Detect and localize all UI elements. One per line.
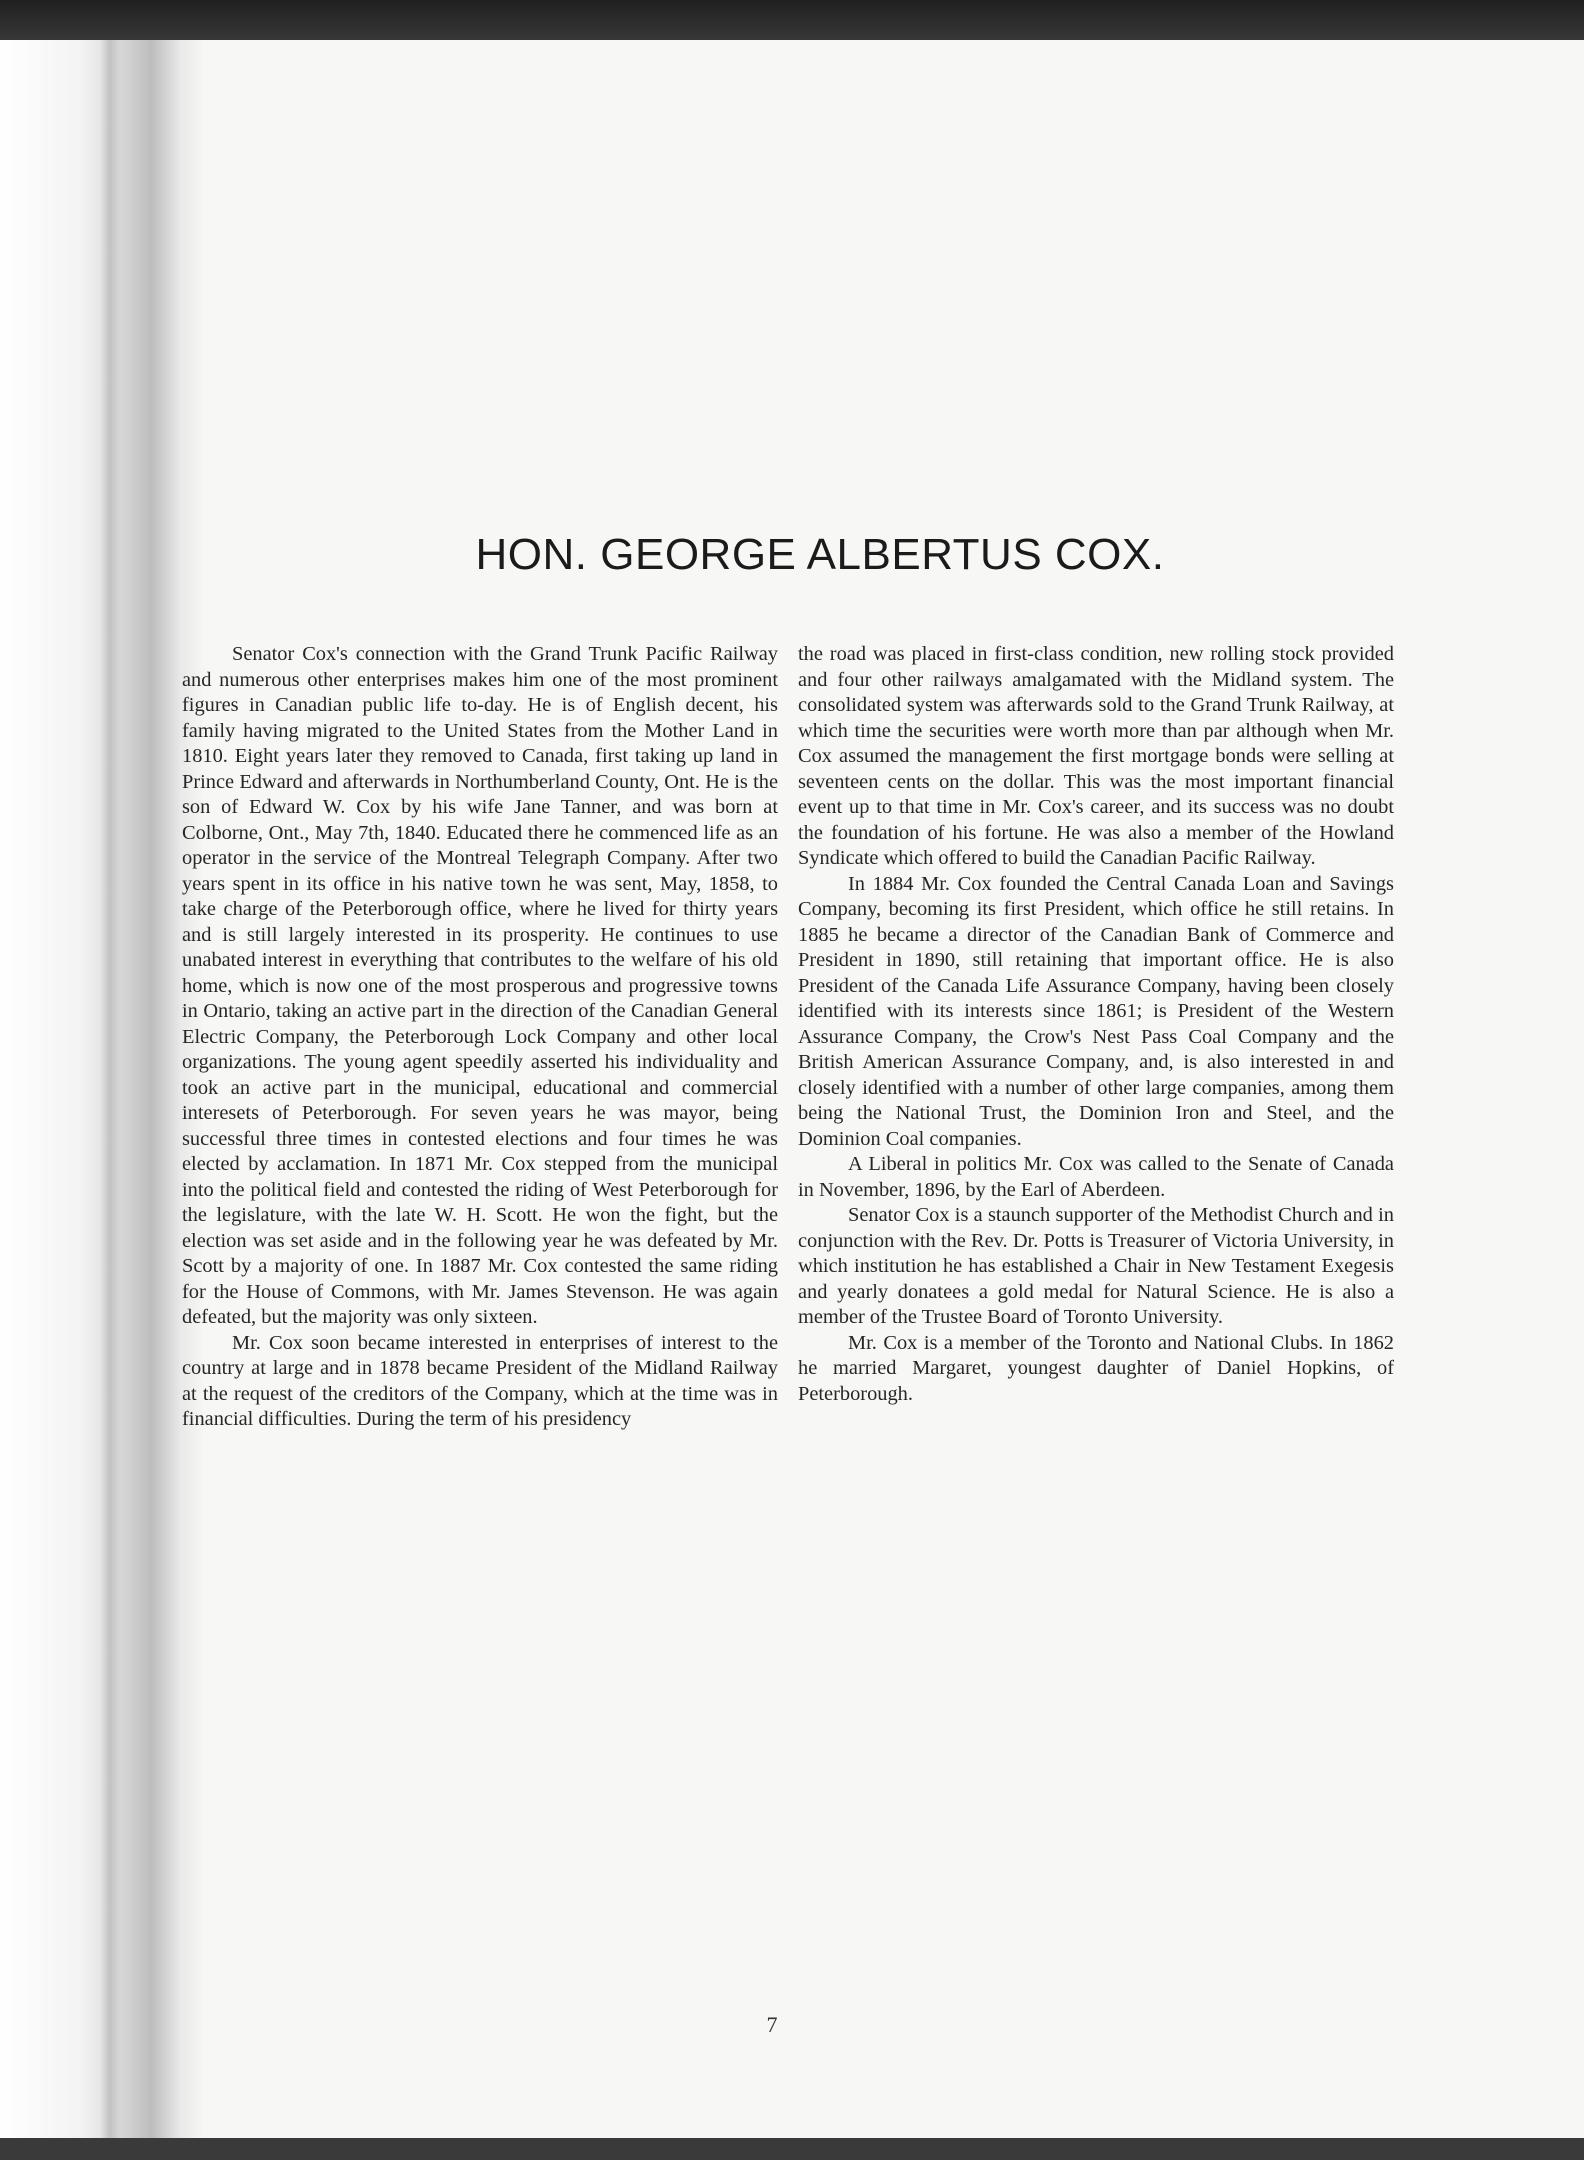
scan-bottom-edge — [0, 2138, 1584, 2160]
paragraph-biography-early-life: Senator Cox's connection with the Grand Trunk Pacific Railway and numerous other enterprises makes him one of the most prominent figures in Canadian public life to-day. He is of English decent, his family having migrated to the United States from the Mother Land in 1810. Eight years later they removed to Canada, first taking up land in Prince Edward and afterwards in Northumberland County, Ont. He is the son of Edward W. Cox by his wife Jane Tanner, and was born at Colborne, Ont., May 7th, 1840. Educated there he commenced life as an operator in the service of the Montreal Telegraph Company. After two years spent in its office in his native town he was sent, May, 1858, to take charge of the Peterborough office, where he lived for thirty years and is still largely interested in its prosperity. He continues to use unabated interest in everything that contributes to the welfare of his old home, which is now one of the most prosperous and progressive towns in Ontario, taking an active part in the direction of the Canadian General Electric Company, the Peterborough Lock Company and other local organizations. The young agent speedily asserted his individuality and took an active part in the municipal, educational and commercial interesets of Peterborough. For seven years he was mayor, being successful three times in contested elections and four times he was elected by acclamation. In 1871 Mr. Cox stepped from the municipal into the political field and contested the riding of West Peterborough for the legislature, with the late W. H. Scott. He won the fight, but the election was set aside and in the following year he was defeated by Mr. Scott by a majority of one. In 1887 Mr. Cox contested the same riding for the House of Commons, with Mr. James Stevenson. He was again defeated, but the majority was only sixteen. — [182, 643, 778, 1328]
paragraph-clubs-and-marriage: Mr. Cox is a member of the Toronto and National Clubs. In 1862 he married Margaret, youngest daughter of Daniel Hopkins, of Peterborough. — [798, 1331, 1394, 1405]
left-text-column — [182, 642, 778, 1433]
paragraph-midland-railway-continued: the road was placed in first-class condition, new rolling stock provided and four other railways amalgamated with the Midland system. The consolidated system was afterwards sold to the Grand Trunk Railway, at which time the securities were worth more than par although when Mr. Cox assumed the management the first mortgage bonds were selling at seventeen cents on the dollar. This was the most important financial event up to that time in Mr. Cox's career, and its success was no doubt the foundation of his fortune. He was also a member of the Howland Syndicate which offered to build the Canadian Pacific Railway. — [798, 643, 1394, 869]
right-text-column — [798, 642, 1394, 1407]
paragraph-senate-appointment: A Liberal in politics Mr. Cox was called to the Senate of Canada in November, 1896, by the Earl of Aberdeen. — [798, 1153, 1394, 1201]
paragraph-financial-institutions: In 1884 Mr. Cox founded the Central Canada Loan and Savings Company, becoming its first President, which office he still retains. In 1885 he became a director of the Canadian Bank of Commerce and President in 1890, still retaining that important office. He is also President of the Canada Life Assurance Company, having been closely identified with its interests since 1861; is President of the Western Assurance Company, the Crow's Nest Pass Coal Company and the British American Assurance Company, and, is also interested in and closely identified with a number of other large companies, among them being the National Trust, the Dominion Iron and Steel, and the Dominion Coal companies. — [798, 872, 1394, 1150]
paragraph-methodist-church: Senator Cox is a staunch supporter of the Methodist Church and in conjunction with the Rev. Dr. Potts is Treasurer of Victoria University, in which institution he has established a Chair in New Testament Exegesis and yearly donatees a gold medal for Natural Science. He is also a member of the Trustee Board of Toronto University. — [798, 1204, 1394, 1328]
article-title: HON. GEORGE ALBERTUS COX. — [475, 530, 1165, 579]
page-number: 7 — [766, 2012, 778, 2037]
page-fold-line — [100, 40, 120, 2140]
paragraph-midland-railway: Mr. Cox soon became interested in enterprises of interest to the country at large and in 1878 became President of the Midland Railway at the request of the creditors of the Company, which at the time was in financial difficulties. During the term of his presidency — [182, 1331, 778, 1430]
